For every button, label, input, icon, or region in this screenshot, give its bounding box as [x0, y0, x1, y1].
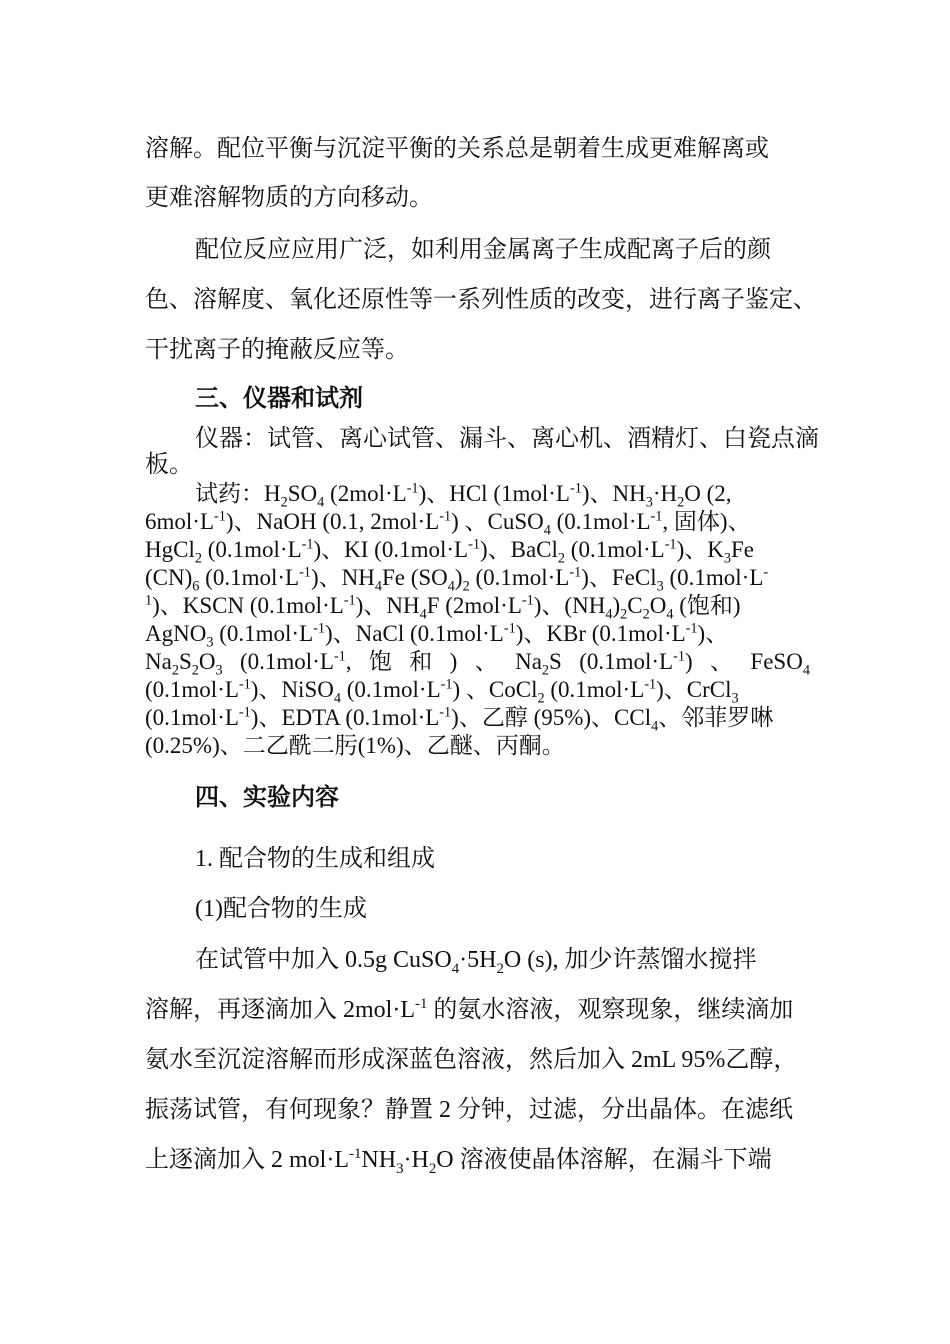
reagents-line: $(0.1mol\cdot L^{-1})$、EDTA $(0.1mol\cdot L^{-1})$、乙醇 (95%)、CCl$_4$、邻菲罗啉: [145, 704, 774, 735]
paragraph-line: 溶解。配位平衡与沉淀平衡的关系总是朝着生成更难解离或: [145, 136, 769, 162]
reagents-line: (0.25%)、二乙酰二肟(1%)、乙醚、丙酮。: [145, 733, 565, 758]
reagents-line: AgNO$_3$ $(0.1mol\cdot L^{-1})$、NaCl $(0.1mol\cdot L^{-1})$、KBr $(0.1mol\cdot L^{-1})$、: [145, 620, 729, 651]
paragraph-line: 更难溶解物质的方向移动。: [145, 185, 433, 211]
paragraph-line: 上逐滴加入 2 $mol\cdot L^{-1}NH_3\cdot H_2O$ 溶液使晶体溶解，在漏斗下端: [145, 1146, 772, 1177]
paragraph-line: 氨水至沉淀溶解而形成深蓝色溶液，然后加入 2mL 95%乙醇，: [145, 1047, 798, 1073]
reagents-line: $(0.1mol\cdot L^{-1})$、NiSO$_4$ $(0.1mol\cdot L^{-1})$ 、CoCl$_2$ $(0.1mol\cdot L^{-1})$、CrCl$_3$: [145, 676, 739, 707]
reagents-line: HgCl$_2$ $(0.1mol\cdot L^{-1})$、KI $(0.1mol\cdot L^{-1})$、BaCl$_2$ $(0.1mol\cdot L^{-1})$、$K_3Fe$: [145, 536, 754, 567]
paragraph-line: 振荡试管，有何现象？静置 2 分钟，过滤，分出晶体。在滤纸: [145, 1097, 793, 1123]
reagents-line: $^1$)、KSCN $(0.1mol\cdot L^{-1})$、$NH_4F$ $(2mol\cdot L^{-1})$、$(NH_4)_2C_2O_4$ (饱和): [145, 592, 741, 623]
paragraph-line: 色、溶解度、氧化还原性等一系列性质的改变，进行离子鉴定、: [145, 287, 817, 313]
subsection-heading: 1. 配合物的生成和组成: [195, 846, 435, 872]
paragraph-line: 在试管中加入 0.5g $CuSO_4\cdot 5H_2O$ (s), 加少许蒸馏水搅拌: [195, 947, 757, 977]
section-heading: 四、实验内容: [195, 785, 339, 811]
paragraph-line: 干扰离子的掩蔽反应等。: [145, 337, 409, 363]
section-heading: 三、仪器和试剂: [195, 386, 363, 412]
reagents-line: $(CN)_6$ $(0.1mol\cdot L^{-1})$、$NH_4Fe$ $(SO_4)_2$ $(0.1mol\cdot L^{-1})$、FeCl$_3$ (0.1mol·L-: [145, 564, 769, 595]
reagents-line: $Na_2S_2O_3$ ($0.1mol\cdot L^{-1}$, 饱 和 ) 、 $Na_2S$ $(0.1mol\cdot L^{-1})$ 、 FeSO$_4$: [145, 648, 810, 679]
paragraph-line: 溶解，再逐滴加入 $2mol\cdot L^{-1}$ 的氨水溶液，观察现象，继续滴加: [145, 996, 794, 1023]
instruments-line: 板。: [145, 452, 193, 478]
subsection-heading: (1)配合物的生成: [195, 896, 367, 922]
reagents-line: $6mol\cdot L^{-1}$)、NaOH (0.1, $2mol\cdot L^{-1}$) 、CuSO$_4$ ($0.1mol\cdot L^{-1}$, 固体)、: [145, 508, 751, 539]
instruments-line: 仪器：试管、离心试管、漏斗、离心机、酒精灯、白瓷点滴: [195, 426, 819, 452]
paragraph-line: 配位反应应用广泛，如利用金属离子生成配离子后的颜: [195, 237, 771, 263]
reagents-line: 试药：$H_2SO_4$ $(2mol\cdot L^{-1})$、HCl $(1mol\cdot L^{-1})$、$NH_3\cdot H_2O$ (2,: [195, 480, 732, 511]
